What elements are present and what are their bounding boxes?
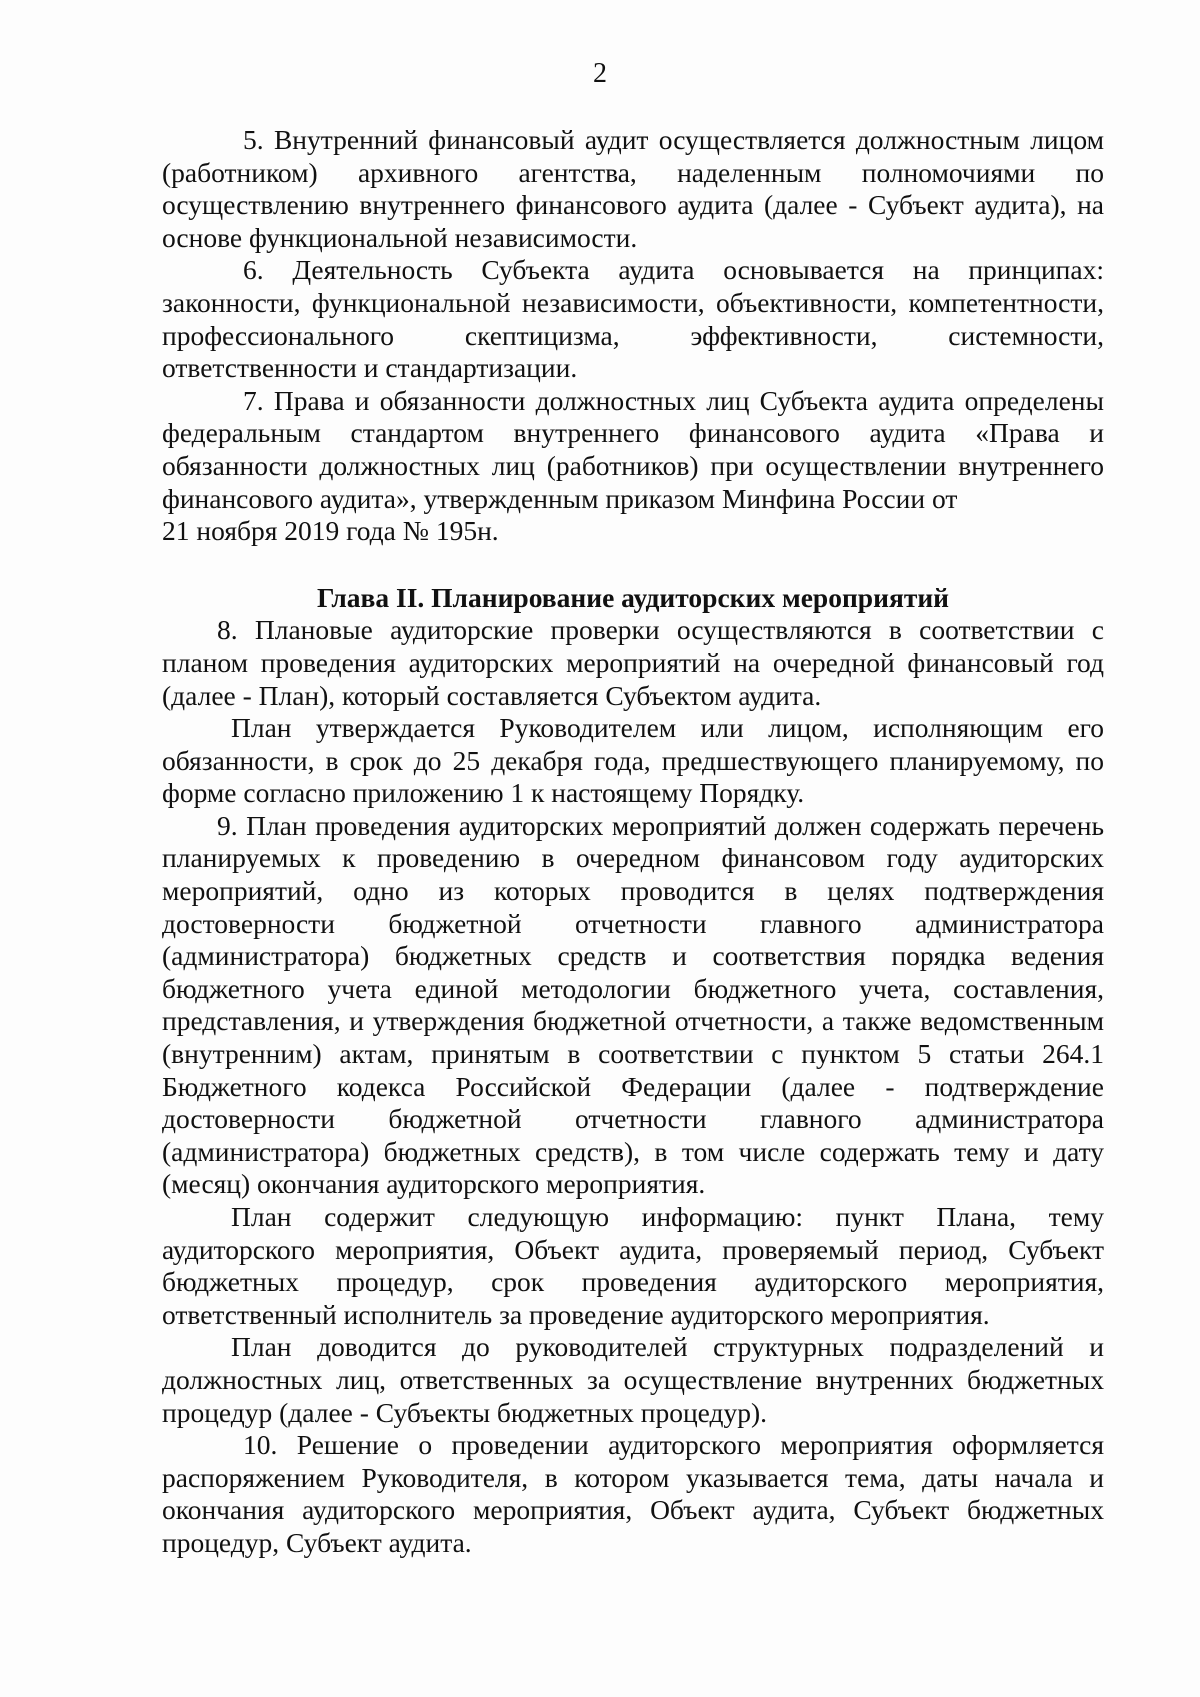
paragraph-8: 8. Плановые аудиторские проверки осуществляются в соответствии с планом проведения аудиторских мероприятий на очередной финансовый год (далее - План), который составляется Субъектом аудита. (162, 614, 1104, 711)
paragraph-7-date: 21 ноября 2019 года № 195н. (162, 515, 499, 547)
paragraph-8-plan-approval: План утверждается Руководителем или лицом, исполняющим его обязанности, в срок до 25 декабря года, предшествующего планируемому, по форме согласно приложению 1 к настоящему Порядку. (162, 712, 1104, 809)
paragraph-10: 10. Решение о проведении аудиторского мероприятия оформляется распоряжением Руководителя, в котором указывается тема, даты начала и окончания аудиторского мероприятия, Объект аудита, Субъект бюджетных процедур, Субъект аудита. (162, 1429, 1104, 1558)
paragraph-5: 5. Внутренний финансовый аудит осуществляется должностным лицом (работником) архивного агентства, наделенным полномочиями по осуществлению внутреннего финансового аудита (далее - Субъект аудита), на основе функциональной независимости. (162, 124, 1104, 253)
paragraph-7: 7. Права и обязанности должностных лиц Субъекта аудита определены федеральным стандартом внутреннего финансового аудита «Права и обязанности должностных лиц (работников) при осуществлении внутреннего финансового аудита», утвержденным приказом Минфина России от (162, 384, 1104, 514)
paragraph-9-plan-delivery: План доводится до руководителей структурных подразделений и должностных лиц, ответственных за осуществление внутренних бюджетных процедур (далее - Субъекты бюджетных процедур). (162, 1331, 1104, 1428)
paragraph-9: 9. План проведения аудиторских мероприятий должен содержать перечень планируемых к проведению в очередном финансовом году аудиторских мероприятий, одно из которых проводится в целях подтверждения достоверности бюджетной отчетности главного администратора (администратора) бюджетных средств и соответствия порядка ведения бюджетного учета единой методологии бюджетного учета, составления, представления, и утверждения бюджетной отчетности, а также ведомственным (внутренним) актам, принятым в соответствии с пунктом 5 статьи 264.1 Бюджетного кодекса Российской Федерации (далее - подтверждение достоверности бюджетной отчетности главного администратора (администратора) бюджетных средств), в том числе содержать тему и дату (месяц) окончания аудиторского мероприятия. (162, 809, 1104, 1200)
paragraph-9-plan-content: План содержит следующую информацию: пункт Плана, тему аудиторского мероприятия, Объект аудита, проверяемый период, Субъект бюджетных процедур, срок проведения аудиторского мероприятия, ответственный исполнитель за проведение аудиторского мероприятия. (162, 1201, 1104, 1330)
document-body (162, 124, 1104, 1560)
paragraph-6: 6. Деятельность Субъекта аудита основывается на принципах: законности, функциональной независимости, объективности, компетентности, профессионального скептицизма, эффективности, системности, ответственности и стандартизации. (162, 254, 1104, 384)
page-number: 2 (593, 58, 607, 89)
chapter-2-heading: Глава II. Планирование аудиторских мероприятий (316, 581, 950, 613)
